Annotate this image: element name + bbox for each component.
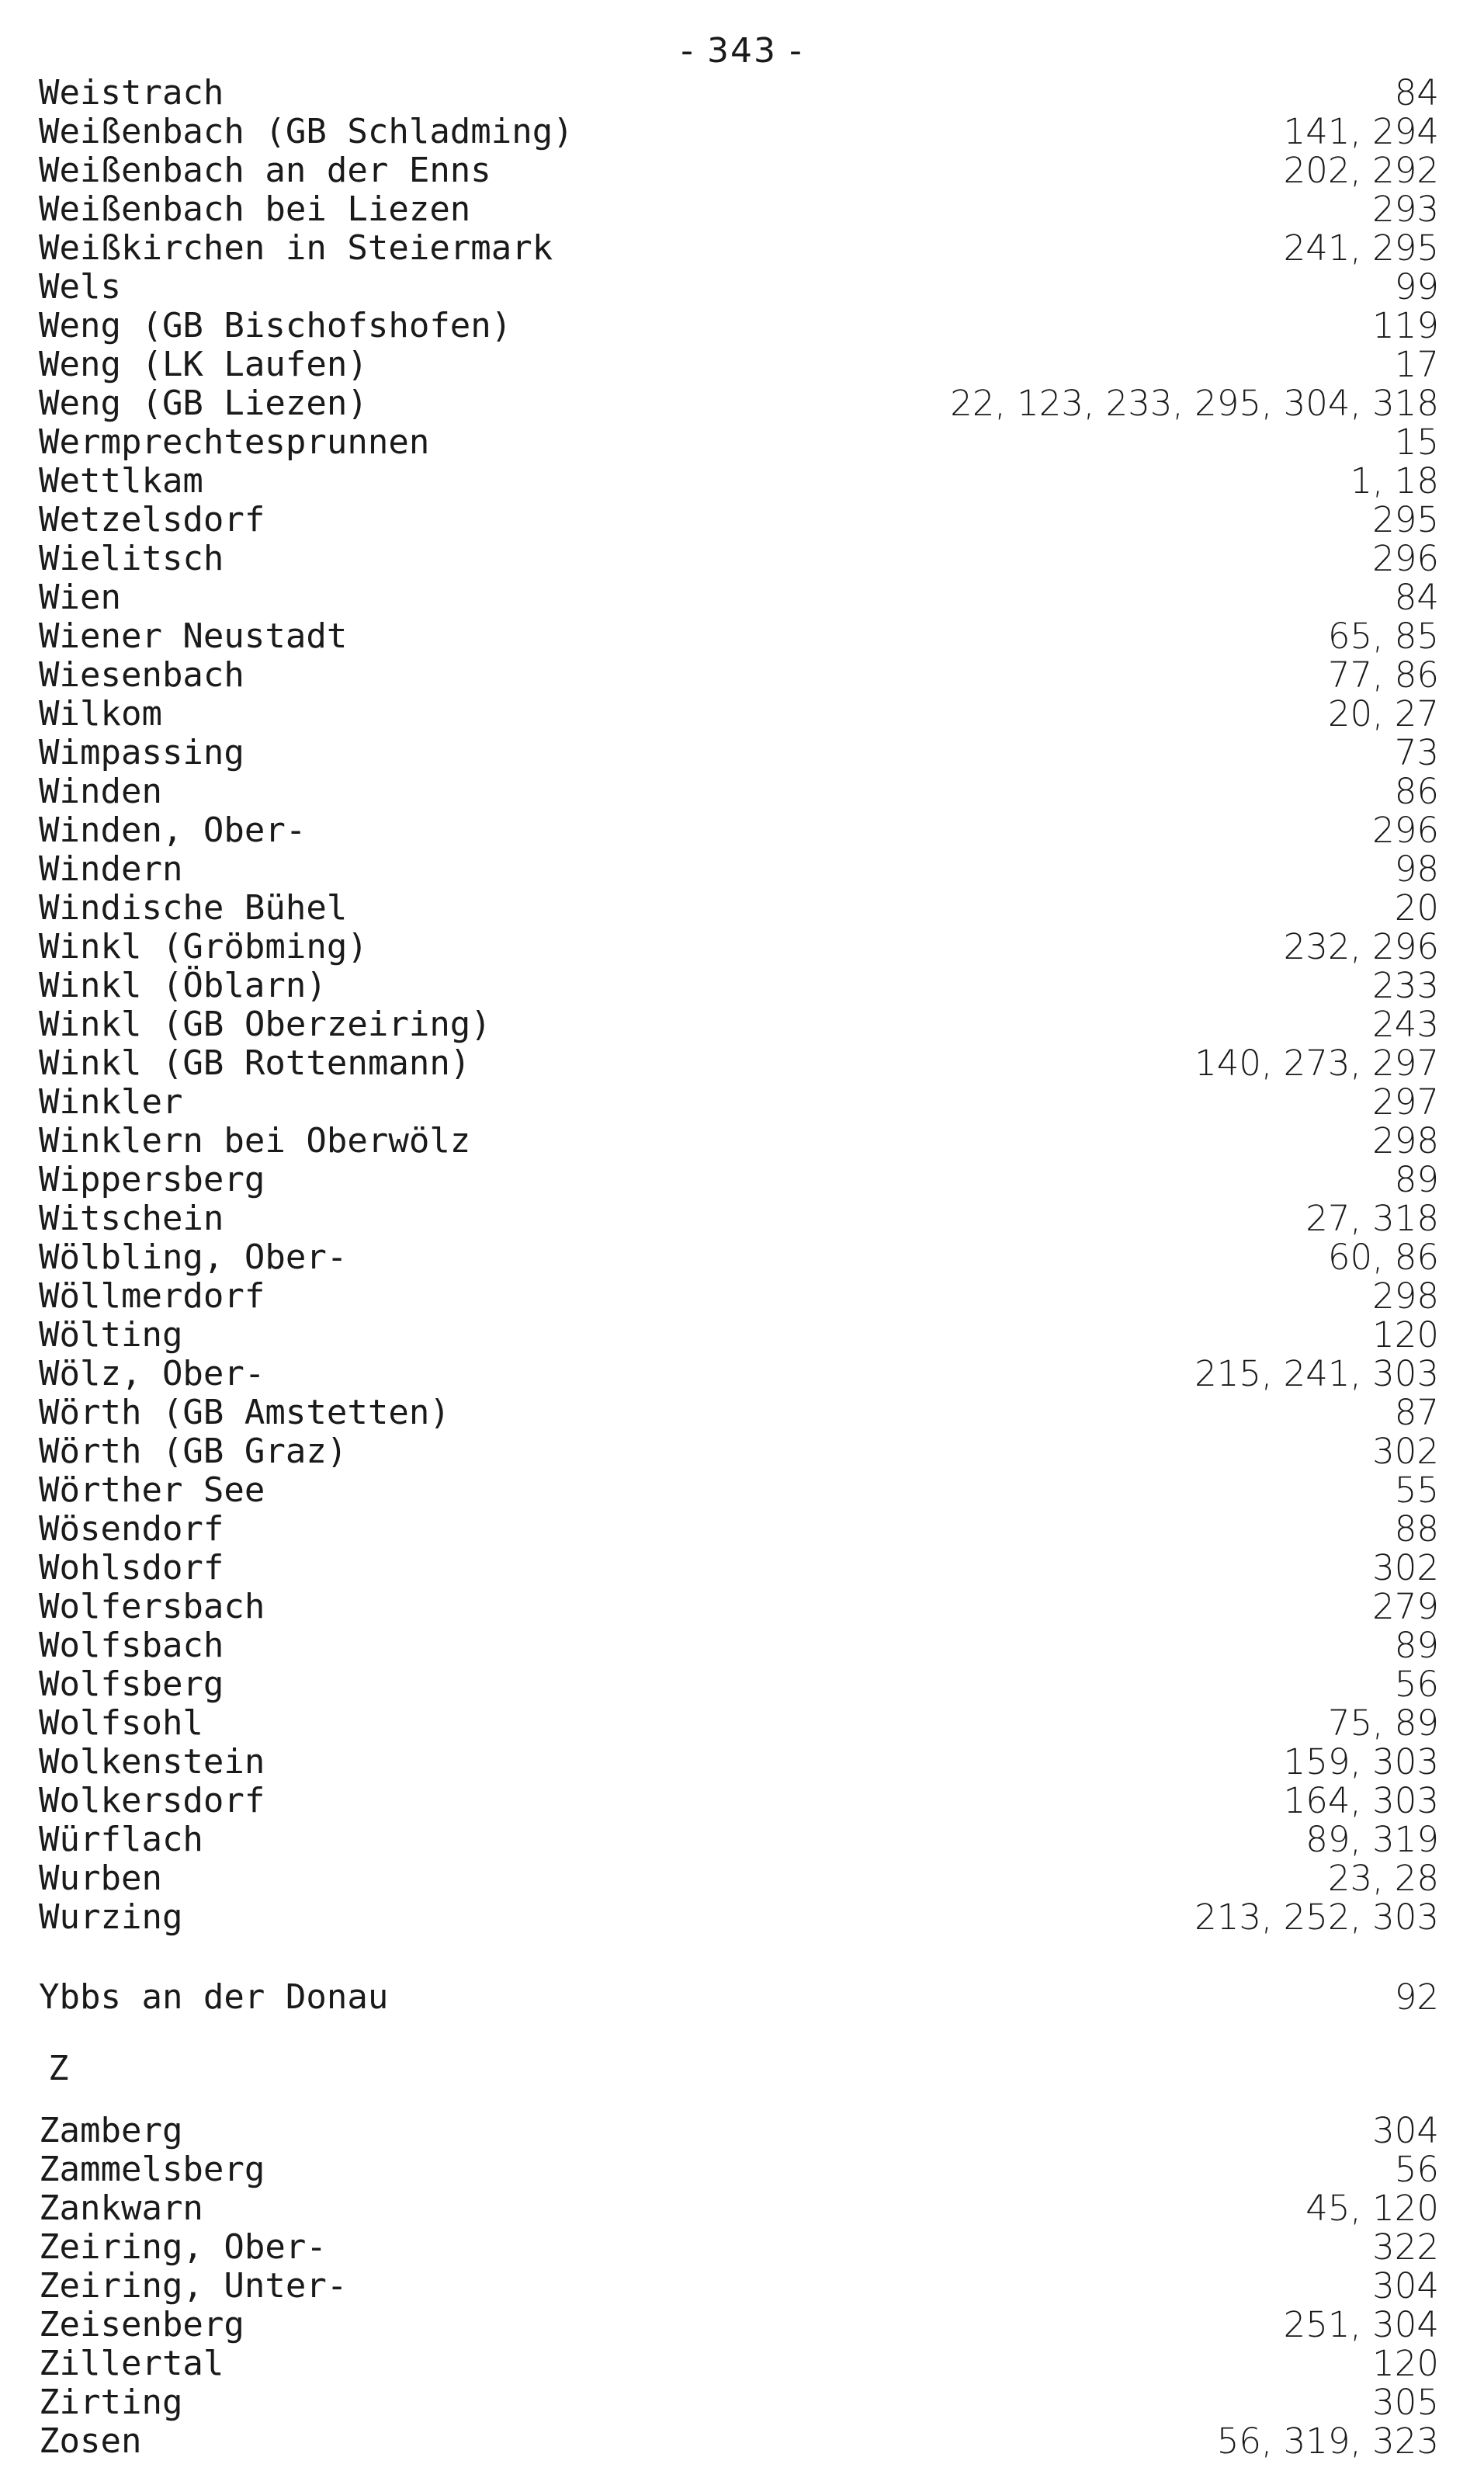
place-name: Winkl (GB Rottenmann) — [39, 1043, 471, 1083]
index-entry — [39, 1820, 1439, 1859]
place-name: Wolfsbach — [39, 1626, 224, 1665]
page-references: 15 — [1394, 422, 1439, 463]
page-references: 84 — [1394, 577, 1439, 618]
index-entry — [39, 1549, 1439, 1588]
page-references: 55 — [1394, 1470, 1439, 1511]
index-entry — [39, 811, 1439, 850]
index-entry — [39, 1626, 1439, 1665]
place-name: Wolfersbach — [39, 1587, 265, 1626]
place-name: Wien — [39, 578, 121, 617]
index-entry — [39, 1355, 1439, 1393]
index-entry — [39, 113, 1439, 151]
page-references: 56, 319, 323 — [1216, 2421, 1439, 2462]
index-entry — [39, 734, 1439, 772]
place-name: Wettlkam — [39, 461, 203, 501]
place-name: Wurzing — [39, 1897, 183, 1937]
index-entry — [39, 268, 1439, 307]
page-references: 99 — [1394, 266, 1439, 307]
page-references: 1, 18 — [1350, 460, 1439, 502]
index-entry — [39, 1859, 1439, 1898]
page-references: 243 — [1372, 1004, 1439, 1045]
index-entry — [39, 2228, 1439, 2267]
index-entry — [39, 1005, 1439, 1044]
place-name: Wielitsch — [39, 539, 224, 578]
place-name: Wölting — [39, 1315, 183, 1355]
page-references: 202, 292 — [1283, 150, 1439, 191]
place-name: Zeisenberg — [39, 2305, 244, 2344]
index-entry — [39, 850, 1439, 889]
place-name: Wölz, Ober- — [39, 1354, 265, 1393]
index-section-w — [39, 74, 1439, 1937]
page-references: 89 — [1394, 1159, 1439, 1200]
page-references: 305 — [1372, 2382, 1439, 2423]
place-name: Wetzelsdorf — [39, 500, 265, 540]
index-entry — [39, 229, 1439, 268]
index-entry — [39, 74, 1439, 113]
page-references: 159, 303 — [1283, 1741, 1439, 1782]
page-references: 302 — [1372, 1547, 1439, 1588]
place-name: Weng (GB Liezen) — [39, 384, 368, 423]
page-references: 233 — [1372, 965, 1439, 1006]
place-name: Zeiring, Ober- — [39, 2227, 327, 2267]
place-name: Zamberg — [39, 2111, 183, 2150]
place-name: Wimpassing — [39, 733, 244, 772]
place-name: Winkl (Gröbming) — [39, 927, 368, 967]
page-references: 120 — [1372, 1314, 1439, 1355]
section-letter-z: Z — [48, 2049, 69, 2088]
index-entry — [39, 1665, 1439, 1704]
index-entry — [39, 151, 1439, 190]
page-number: - 343 - — [681, 31, 803, 71]
place-name: Zillertal — [39, 2344, 224, 2383]
index-entry — [39, 2112, 1439, 2150]
index-entry — [39, 578, 1439, 617]
place-name: Windern — [39, 849, 183, 889]
index-entry — [39, 1122, 1439, 1161]
index-entry — [39, 1161, 1439, 1199]
place-name: Winkler — [39, 1082, 183, 1122]
page-references: 56 — [1394, 1664, 1439, 1705]
place-name: Weng (GB Bischofshofen) — [39, 306, 512, 345]
index-entry — [39, 190, 1439, 229]
index-entry — [39, 1471, 1439, 1510]
index-entry — [39, 1510, 1439, 1549]
page-references: 77, 86 — [1327, 654, 1439, 696]
index-entry — [39, 1199, 1439, 1238]
page-references: 92 — [1394, 1976, 1439, 2018]
page-references: 215, 241, 303 — [1194, 1353, 1439, 1394]
place-name: Wippersberg — [39, 1160, 265, 1199]
place-name: Weistrach — [39, 73, 224, 113]
page-references: 84 — [1394, 72, 1439, 113]
index-entry — [39, 2189, 1439, 2228]
page-references: 98 — [1394, 849, 1439, 890]
page-references: 251, 304 — [1283, 2304, 1439, 2345]
place-name: Zammelsberg — [39, 2150, 265, 2189]
place-name: Zirting — [39, 2383, 183, 2422]
index-entry — [39, 1238, 1439, 1277]
page-references: 17 — [1394, 344, 1439, 385]
page-references: 297 — [1372, 1081, 1439, 1123]
place-name: Wörther See — [39, 1470, 265, 1510]
index-entry — [39, 2306, 1439, 2344]
page-references: 141, 294 — [1283, 111, 1439, 152]
place-name: Winkl (GB Oberzeiring) — [39, 1005, 491, 1044]
index-entry — [39, 462, 1439, 501]
page-references: 20, 27 — [1327, 693, 1439, 734]
page-references: 27, 318 — [1305, 1198, 1439, 1239]
page-references: 304 — [1372, 2265, 1439, 2306]
page-references: 302 — [1372, 1431, 1439, 1472]
place-name: Wolfsberg — [39, 1664, 224, 1704]
index-entry — [39, 1743, 1439, 1782]
place-name: Wiener Neustadt — [39, 616, 348, 656]
index-entry — [39, 1083, 1439, 1122]
index-entry — [39, 345, 1439, 384]
page-references: 89 — [1394, 1625, 1439, 1666]
page-references: 23, 28 — [1327, 1858, 1439, 1899]
index-entry — [39, 1978, 1439, 2017]
index-entry — [39, 2383, 1439, 2422]
page-references: 298 — [1372, 1120, 1439, 1161]
page-references: 232, 296 — [1283, 926, 1439, 967]
index-entry — [39, 2150, 1439, 2189]
place-name: Wurben — [39, 1858, 162, 1898]
place-name: Wermprechtesprunnen — [39, 422, 430, 462]
index-section-z — [39, 2112, 1439, 2461]
page-references: 295 — [1372, 499, 1439, 540]
page-references: 164, 303 — [1283, 1780, 1439, 1821]
place-name: Ybbs an der Donau — [39, 1977, 389, 2017]
place-name: Wolfsohl — [39, 1703, 203, 1743]
page-references: 89, 319 — [1305, 1819, 1439, 1860]
index-entry — [39, 889, 1439, 928]
index-entry — [39, 2267, 1439, 2306]
page-references: 45, 120 — [1305, 2188, 1439, 2229]
index-entry — [39, 2344, 1439, 2383]
page-references: 86 — [1394, 771, 1439, 812]
place-name: Würflach — [39, 1820, 203, 1859]
index-entry — [39, 540, 1439, 578]
index-entry — [39, 967, 1439, 1005]
index-entry — [39, 501, 1439, 540]
place-name: Winden — [39, 772, 162, 811]
place-name: Weng (LK Laufen) — [39, 345, 368, 384]
index-entry — [39, 1393, 1439, 1432]
page-references: 213, 252, 303 — [1194, 1897, 1439, 1938]
place-name: Wöllmerdorf — [39, 1276, 265, 1316]
place-name: Wohlsdorf — [39, 1548, 224, 1588]
place-name: Weißenbach (GB Schladming) — [39, 112, 574, 151]
index-entry — [39, 1782, 1439, 1820]
place-name: Zeiring, Unter- — [39, 2266, 348, 2306]
place-name: Wiesenbach — [39, 655, 244, 695]
place-name: Weißenbach an der Enns — [39, 151, 491, 190]
place-name: Wolkersdorf — [39, 1781, 265, 1820]
place-name: Weißenbach bei Liezen — [39, 189, 471, 229]
index-entry — [39, 384, 1439, 423]
page-references: 60, 86 — [1327, 1237, 1439, 1278]
page-references: 293 — [1372, 189, 1439, 230]
index-entry — [39, 1316, 1439, 1355]
place-name: Wörth (GB Graz) — [39, 1432, 348, 1471]
index-entry — [39, 2422, 1439, 2461]
place-name: Winkl (Öblarn) — [39, 966, 327, 1005]
page-references: 304 — [1372, 2110, 1439, 2151]
index-entry — [39, 928, 1439, 967]
page-references: 119 — [1372, 305, 1439, 346]
page-references: 298 — [1372, 1275, 1439, 1317]
index-entry — [39, 1044, 1439, 1083]
index-entry — [39, 772, 1439, 811]
page-references: 241, 295 — [1283, 227, 1439, 269]
place-name: Wösendorf — [39, 1509, 224, 1549]
page-references: 120 — [1372, 2343, 1439, 2384]
page-references: 56 — [1394, 2149, 1439, 2190]
place-name: Winklern bei Oberwölz — [39, 1121, 471, 1161]
page-references: 279 — [1372, 1586, 1439, 1627]
place-name: Winden, Ober- — [39, 810, 307, 850]
index-entry — [39, 695, 1439, 734]
place-name: Zankwarn — [39, 2188, 203, 2228]
place-name: Zosen — [39, 2421, 142, 2461]
page-references: 73 — [1394, 732, 1439, 773]
index-entry — [39, 656, 1439, 695]
place-name: Wels — [39, 267, 121, 307]
index-entry — [39, 617, 1439, 656]
page-references: 322 — [1372, 2226, 1439, 2268]
place-name: Wolkenstein — [39, 1742, 265, 1782]
place-name: Weißkirchen in Steiermark — [39, 228, 553, 268]
page-references: 296 — [1372, 538, 1439, 579]
page-references: 20 — [1394, 887, 1439, 928]
place-name: Wilkom — [39, 694, 162, 734]
index-entry — [39, 1588, 1439, 1626]
page-references: 88 — [1394, 1508, 1439, 1550]
page-references: 22, 123, 233, 295, 304, 318 — [950, 383, 1439, 424]
index-entry — [39, 423, 1439, 462]
index-entry — [39, 1704, 1439, 1743]
index-entry — [39, 307, 1439, 345]
index-entry — [39, 1432, 1439, 1471]
place-name: Witschein — [39, 1199, 224, 1238]
page-references: 65, 85 — [1327, 616, 1439, 657]
index-section-y — [39, 1978, 1439, 2017]
page-references: 87 — [1394, 1392, 1439, 1433]
place-name: Wölbling, Ober- — [39, 1237, 348, 1277]
page-references: 140, 273, 297 — [1194, 1043, 1439, 1084]
place-name: Windische Bühel — [39, 888, 348, 928]
page-references: 296 — [1372, 810, 1439, 851]
index-entry — [39, 1898, 1439, 1937]
place-name: Wörth (GB Amstetten) — [39, 1393, 450, 1432]
index-entry — [39, 1277, 1439, 1316]
page-references: 75, 89 — [1327, 1702, 1439, 1744]
